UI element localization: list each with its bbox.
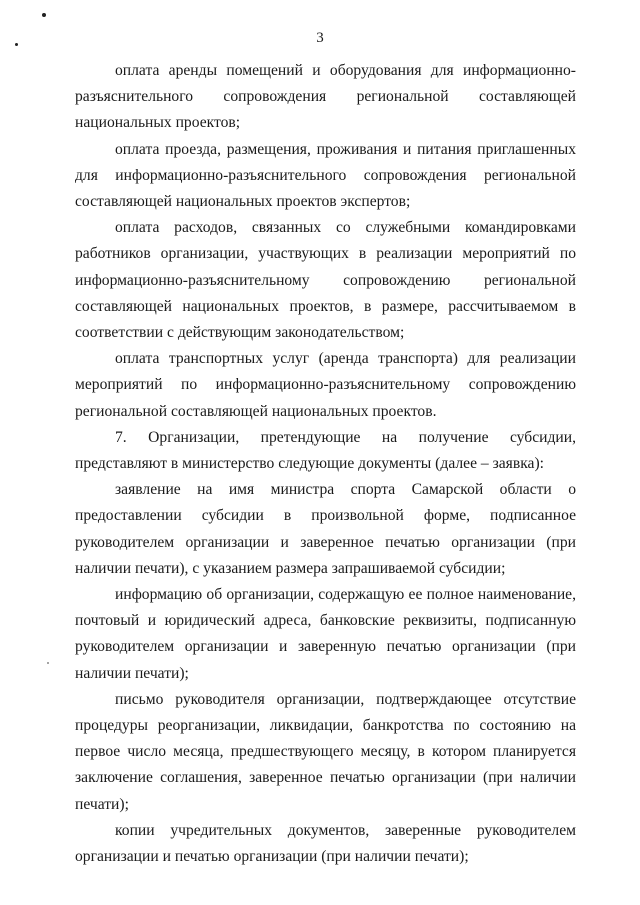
paragraph-clause-7: 7. Организации, претендующие на получение субсидии, представляют в министерство следующие документы (далее – заявка): bbox=[75, 428, 576, 473]
paragraph-organization-info: информацию об организации, содержащую ее полное наименование, почтовый и юридический адреса, банковские реквизиты, подписанную руководителем организации и заверенную печатью организации (при наличии печати); bbox=[75, 586, 576, 682]
paragraph-business-trips: оплата расходов, связанных со служебными командировками работников организации, участвующих в реализации мероприятий по информационно-разъяснительному сопровождению региональной составляющей национальных проектов, в размере, рассчитываемом в соответствии с действующим законодательством; bbox=[75, 219, 576, 342]
scan-speck bbox=[47, 662, 49, 664]
paragraph-travel-experts: оплата проезда, размещения, проживания и питания приглашенных для информационно-разъяснительного сопровождения региональной составляющей национальных проектов экспертов; bbox=[75, 140, 576, 211]
document-body bbox=[75, 58, 576, 870]
paragraph-transport: оплата транспортных услуг (аренда транспорта) для реализации мероприятий по информационно-разъяснительному сопровождению региональной составляющей национальных проектов. bbox=[75, 350, 576, 420]
paragraph-founding-documents: копии учредительных документов, заверенные руководителем организации и печатью организации (при наличии печати); bbox=[75, 821, 576, 866]
paragraph-director-letter: письмо руководителя организации, подтверждающее отсутствие процедуры реорганизации, ликвидации, банкротства по состоянию на первое число месяца, предшествующего месяцу, в котором планируется заключение соглашения, заверенное печатью организации (при наличии печати); bbox=[75, 690, 576, 813]
page-number: 3 bbox=[316, 30, 324, 46]
paragraph-rent: оплата аренды помещений и оборудования для информационно-разъяснительного сопровождения региональной составляющей национальных проектов; bbox=[75, 62, 576, 132]
scan-speck bbox=[42, 13, 46, 17]
paragraph-application: заявление на имя министра спорта Самарской области о предоставлении субсидии в произвольной форме, подписанное руководителем организации и заверенное печатью организации (при наличии печати), с указанием размера запрашиваемой субсидии; bbox=[75, 481, 576, 577]
